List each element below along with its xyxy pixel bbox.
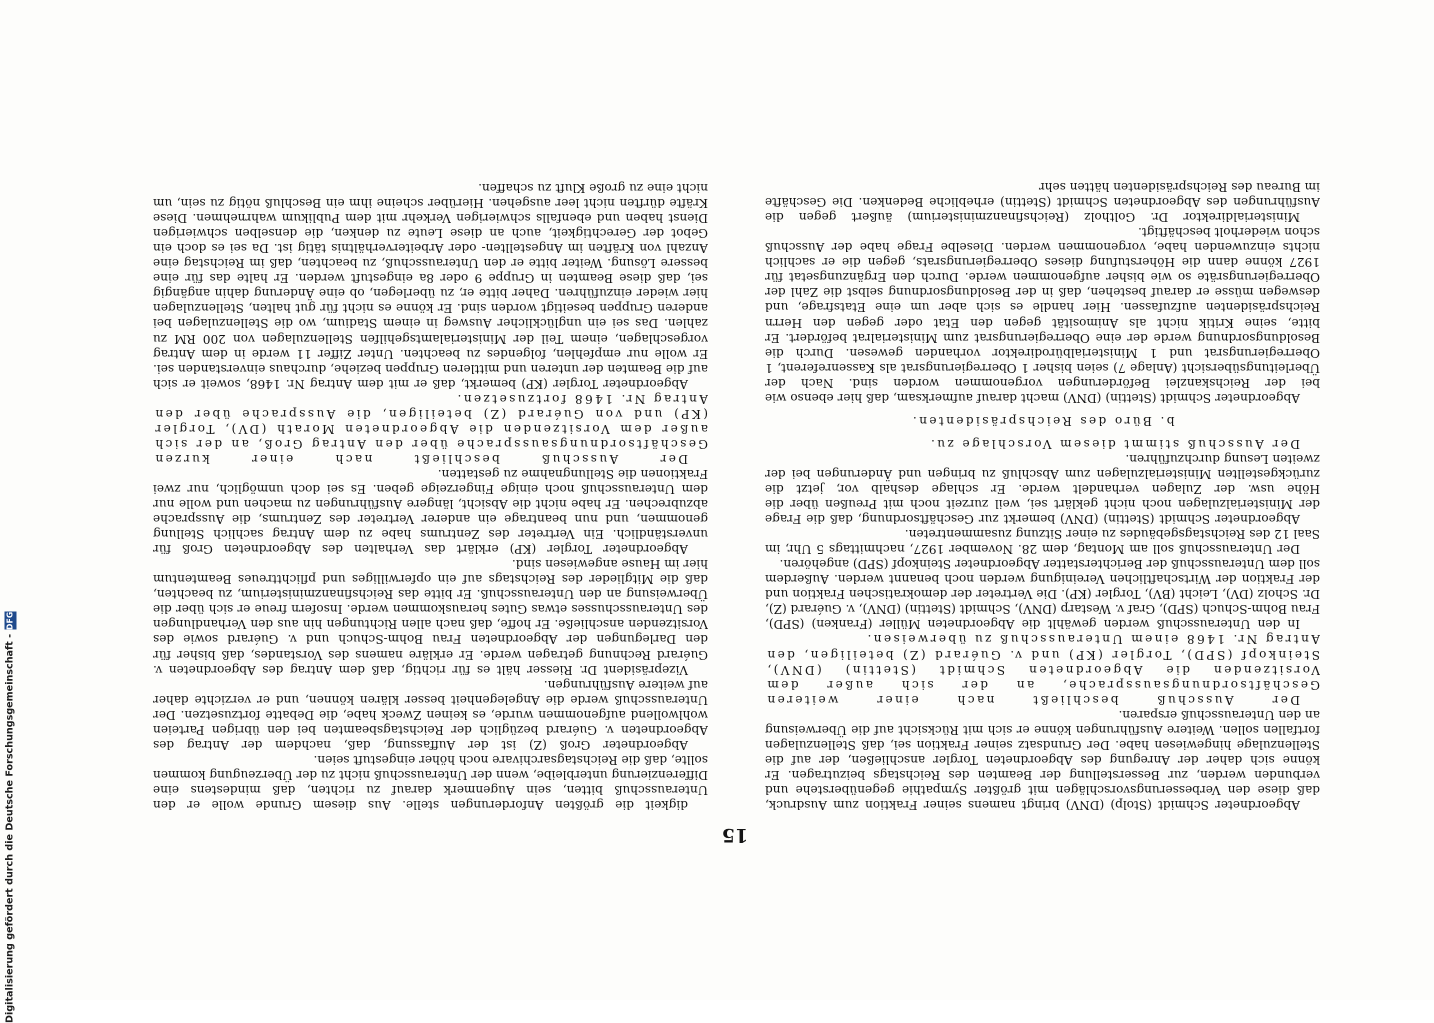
paragraph-goltholz: Ministerialdirektor Dr. Goltholz (Reichsfinanzministerium) äußert gegen die Ausführungen des Abgeordneten Schmidt (Stettin) erhebliche Bedenken. Die Geschäfte im Bureau des Reichspräsidenten hätten sehr: [765, 180, 1320, 225]
paragraph-subcommittee-members: In den Unterausschuß werden gewählt die Abgeordneten Müller (Franken) (SPD), Frau Bohm-Schuch (SPD), Graf v. Westarp (DNV), Schmidt (Stettin) (DNV), v. Guérard (Z), Dr. Scholz (DV), Leicht (BV), Torgler (KP). Die Vertreter der demokratischen Fraktion und der Fraktion der Wirtschaftlichen Vereinigung werden noch benannt werden. Außerdem soll dem Unterausschuß der Berichterstatter Abgeordneter Steinkopf (SPD) angehören.: [765, 557, 1320, 632]
paragraph-resolution-subcommittee: Der Ausschuß beschließt nach einer weiteren Geschäftsordnungsaussprache, an der sich außer dem Vorsitzenden die Abgeordneten Schmidt (Stettin) (DNV), Steinkopf (SPD), Torgler (KP) und v. Guérard (Z) beteiligen, den Antrag Nr. 1468 einem Unterausschuß zu überweisen.: [765, 632, 1320, 707]
section-heading-bureau: b. Büro des Reichspräsidenten.: [910, 413, 1175, 428]
paragraph-gross: Abgeordneter Groß (Z) ist der Auffassung, daß, nachdem der Antrag des Abgeordneten v. Guérard bezüglich der Reichstagsbeamten bei den übrigen Parteien wohlwollend aufgenommen wurde, es keinen Zweck habe, die Debatte fortzusetzen. Der Unterausschuß werde die Angelegenheit besser klären können, und er verzichte daher auf weitere Ausführungen.: [153, 677, 708, 752]
paragraph-resolution-continue: Der Ausschuß beschließt nach einer kurzen Geschäftsordnungsaussprache über den Antrag Groß, an der sich außer dem Vorsitzenden die Abgeordneten Morath (DV), Torgler (KP) und von Guérard (Z) beteiligen, die Aussprache über den Antrag Nr. 1468 fortzusetzen.: [153, 391, 708, 466]
dfg-logo: DFG: [5, 611, 15, 630]
rotated-printed-sheet: [150, 78, 1320, 848]
paragraph-schmidt-stolp: Abgeordneter Schmidt (Stolp) (DNV) bringt namens seiner Fraktion zum Ausdruck, daß diese den Verbesserungsvorschlägen mit größter Sympathie gegenüberstehe und verbunden werden, zur Besserstellung der Beamten des Reichstags beizutragen. Er könne sich daher der Anregung des Abgeordneten Torgler anschließen, der auf die Stellenzulage hingewiesen habe. Der Grundsatz seiner Fraktion sei, daß Stellenzulagen fortfallen sollen. Weitere Ausführungen könne er sich mit Rücksicht auf die Überweisung an den Unterausschuß ersparen.: [765, 707, 1320, 812]
paragraph-riesser: Vizepräsident Dr. Riesser hält es für richtig, daß dem Antrag des Abgeordneten v. Guérard Rechnung getragen werde. Er erkläre namens des Vorstandes, daß bisher für den Darlegungen der Abgeordneten Frau Bohm-Schuch und v. Guérard sowie des Vorsitzenden anschließe. Er hoffe, daß nach allen Richtungen hin aus den Verhandlungen des Unterausschusses etwas Gutes herauskommen werde. Insofern freue er sich über die Überweisung an den Unterausschuß. Er bitte das Reichsfinanzministerium, zu beachten, daß die Mitglieder des Reichstags auf ein opferwilliges und pflichttreues Beamtentum hier im Hause angewiesen sind.: [153, 557, 708, 677]
paragraph-continuation: digkeit die größten Anforderungen stelle. Aus diesem Grunde wolle er den Unterausschuß bitten, sein Augenmerk darauf zu richten, daß mindestens eine Differenzierung unterbleibe, wenn der Unterausschuß nicht zu der Überzeugung kommen sollte, daß die Reichstagsarchivare noch höher eingestuft seien.: [153, 752, 708, 812]
paragraph-subcommittee-meeting: Der Unterausschuß soll am Montag, dem 28. November 1927, nachmittags 5 Uhr, im Saal 12 des Reichstagsgebäudes zu einer Sitzung zusammentreten.: [765, 527, 1320, 557]
paragraph-torgler-objection: Abgeordneter Torgler (KP) erklärt das Verhalten des Abgeordneten Groß für unverständlich. Ein Vertreter des Zentrums habe zu dem Antrag sachlich Stellung genommen, und nun beantrage ein anderer Vertreter des Zentrums, die Aussprache abzubrechen. Er habe nicht die Absicht, längere Ausführungen zu machen und wolle nur dem Unterausschuß noch einige Fingerzeige geben. Es sei doch unmöglich, nur zwei Fraktionen die Stellungnahme zu gestatten.: [153, 466, 708, 557]
paragraph-schmidt-stettin-bureau: Abgeordneter Schmidt (Stettin) (DNV) macht darauf aufmerksam, daß hier ebenso wie bei der Reichskanzlei Beförderungen vorgenommen worden sind. Nach der Überleitungsübersicht (Anlage 7) seien bisher 1 Oberregierungsrat als Kassenreferent, 1 Oberregierungsrat und 1 Ministerialbürodirektor vorhanden gewesen. Durch die Besoldungsordnung werde der eine Oberregierungsrat zum Ministerialrat befördert. Er bitte, seine Kritik nicht als Animosität gegen den Etat oder gegen den Herrn Reichspräsidenten aufzufassen. Hier handle es sich aber um eine Etatsfrage, und deswegen müsse er darauf bestehen, daß in der Besoldungsordnung selbst die Zahl der Oberregierungsräte so wie bisher aufgenommen werde. Durch den Ergänzungsetat für 1927 könne dann die Höherstufung dieses Oberregierungsrats, gegen die er sachlich nichts einzuwenden habe, vorgenommen werden. Dieselbe Frage habe der Ausschuß schon wiederholt beschäftigt.: [765, 225, 1320, 405]
paragraph-schmidt-stettin-procedure: Abgeordneter Schmidt (Stettin) (DNV) bemerkt zur Geschäftsordnung, daß die Frage der Ministerialzulagen noch nicht geklärt sei, weil zurzeit noch mit Preußen über die Höhe usw. der Zulagen verhandelt werde. Er schlage deshalb vor, jetzt die zurückgestellten Ministerialzulagen zum Abschluß zu bringen und Änderungen bei der zweiten Lesung durchzuführen.: [765, 451, 1320, 527]
digitization-credit-text: Digitalisierung gefördert durch die Deutsche Forschungsgemeinschaft -: [4, 633, 16, 1023]
text-column-right: [153, 82, 708, 812]
paragraph-committee-agrees: Der Ausschuß stimmt diesem Vorschlage zu.: [928, 436, 1300, 451]
page-number: 15: [721, 824, 749, 846]
text-column-left: [765, 82, 1320, 812]
paragraph-torgler-remarks: Abgeordneter Torgler (KP) bemerkt, daß er mit dem Antrag Nr. 1468, soweit er sich auf die Beamten der unteren und mittleren Gruppen beziehe, durchaus einverstanden sei. Er wolle nur empfehlen, folgendes zu beachten. Unter Ziffer 11 werde in dem Antrag vorgeschlagen, einem Teil der Ministerialamtsgehilfen Stellenzulagen von 200 RM zu zahlen. Das sei ein unglücklicher Ausweg in einem Stadium, wo die Stellenzulagen bei anderen Gruppen beseitigt worden sind. Er könne es nicht für gut halten, Stellenzulagen hier wieder einzuführen. Daher bitte er, zu überlegen, ob eine Änderung dahin angängig sei, daß diese Beamten in Gruppe 9 oder 8a eingestuft werden. Er halte das für eine bessere Lösung. Weiter bitte er den Unterausschuß, zu beachten, daß im Reichstag eine Anzahl von Kräften im Angestellten- oder Arbeiterverhältnis tätig ist. Da sei es doch ein Gebot der Gerechtigkeit, auch an diese Leute zu denken, die denselben schwierigen Dienst haben und ebenfalls schwierigen Verkehr mit dem Publikum wahrnehmen. Diese Kräfte dürften nicht leer ausgehen. Hierüber scheine ihm ein Beschluß nötig zu sein, um nicht eine zu große Kluft zu schaffen.: [153, 181, 708, 391]
digitization-credit: [1, 611, 21, 1023]
